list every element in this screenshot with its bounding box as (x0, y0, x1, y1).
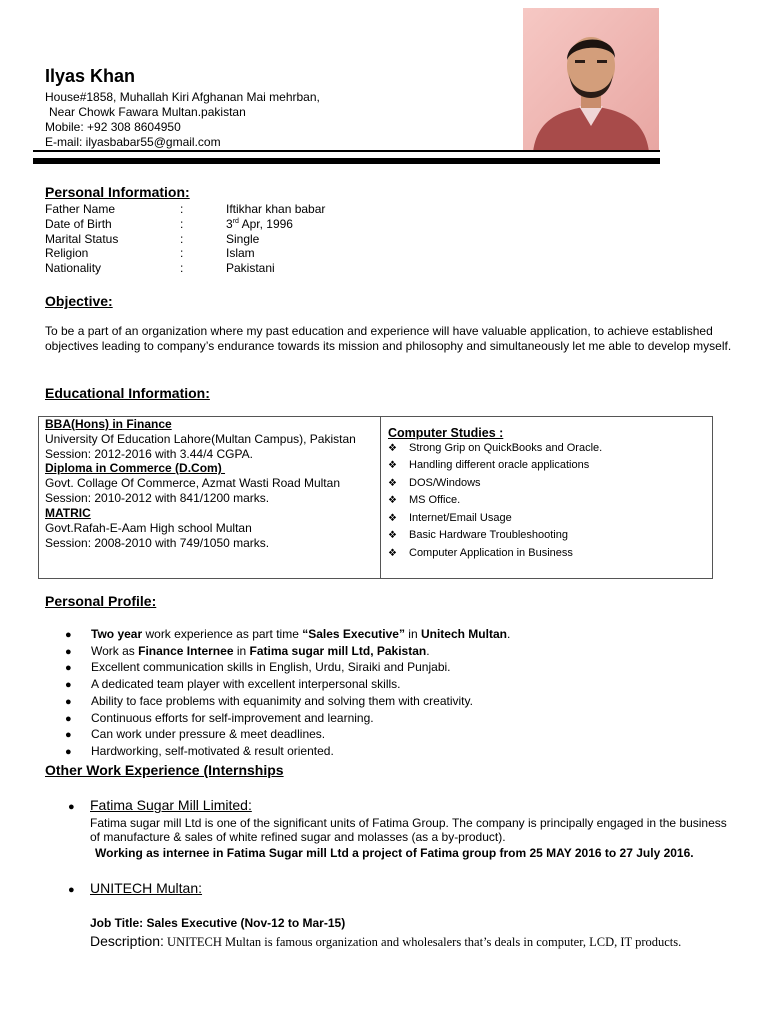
address-line-2: Near Chowk Fawara Multan.pakistan (49, 105, 246, 119)
profile-item: ● Continuous efforts for self-improvement and learning. (65, 711, 374, 725)
work-experience-heading: Other Work Experience (Internships (45, 762, 284, 778)
profile-item: ● Excellent communication skills in English, Urdu, Siraiki and Punjabi. (65, 660, 451, 674)
profile-item: ● Ability to face problems with equanimity and solving them with creativity. (65, 694, 473, 708)
edu-degree-matric: MATRIC (45, 506, 91, 520)
diamond-bullet-icon: ❖ (388, 495, 397, 506)
cs-list-item: ❖ Internet/Email Usage (388, 512, 512, 524)
pi-label: Religion (45, 246, 89, 260)
computer-studies-heading: Computer Studies : (388, 426, 504, 440)
pi-label: Marital Status (45, 232, 119, 246)
bullet-icon: ● (65, 746, 72, 758)
description-text: UNITECH Multan is famous organization and wholesalers that’s deals in computer, LCD, IT products. (163, 935, 682, 949)
pi-row-marital-status (45, 232, 465, 247)
bullet-icon: ● (68, 801, 75, 813)
unitech-heading: ● UNITECH Multan: (68, 880, 203, 896)
edu-institution: Govt.Rafah-E-Aam High school Multan (45, 521, 252, 535)
edu-session: Session: 2008-2010 with 749/1050 marks. (45, 536, 270, 550)
pi-label: Date of Birth (45, 217, 112, 231)
edu-institution: Govt. Collage Of Commerce, Azmat Wasti Road Multan (45, 476, 340, 490)
pi-value (226, 217, 293, 232)
email-address: E-mail: ilyasbabar55@gmail.com (45, 135, 221, 149)
bullet-icon: ● (65, 646, 72, 658)
bullet-icon: ● (65, 629, 72, 641)
header-rule-thin (33, 150, 660, 152)
cs-list-item: ❖ Basic Hardware Troubleshooting (388, 529, 568, 541)
profile-photo (523, 8, 659, 152)
bullet-icon: ● (65, 662, 72, 674)
personal-info-heading: Personal Information: (45, 184, 190, 200)
cs-list-item: ❖ DOS/Windows (388, 477, 481, 489)
mobile-number: Mobile: +92 308 8604950 (45, 120, 181, 134)
cs-list-item: ❖ Handling different oracle applications (388, 459, 590, 471)
description-label: Description: (90, 933, 164, 949)
unitech-description (90, 933, 730, 951)
pi-colon: : (180, 202, 184, 216)
bullet-icon: ● (65, 679, 72, 691)
cs-list-item: ❖ MS Office. (388, 494, 461, 506)
pi-value: Single (226, 232, 260, 246)
edu-session: Session: 2012-2016 with 3.44/4 CGPA. (45, 447, 253, 461)
dob-ordinal: rd (232, 218, 239, 225)
profile-item: ● Work as Finance Internee in Fatima sugar mill Ltd, Pakistan. (65, 644, 430, 658)
objective-text: To be a part of an organization where my past education and experience will have valuable application, to achieve established objectives leading to company’s endurance towards its mission and philosophy and simultaneously let me able to develop myself. (45, 324, 732, 353)
pi-value: Pakistani (226, 261, 275, 275)
dob-day: 3 (226, 217, 233, 231)
address-line-1: House#1858, Muhallah Kiri Afghanan Mai mehrban, (45, 90, 320, 104)
bullet-icon: ● (68, 884, 75, 896)
header-rule-thick (33, 158, 660, 164)
pi-label: Nationality (45, 261, 102, 275)
pi-row-religion (45, 246, 465, 261)
edu-institution: University Of Education Lahore(Multan Campus), Pakistan (45, 432, 356, 446)
bullet-icon: ● (65, 696, 72, 708)
cs-list-item: ❖ Computer Application in Business (388, 547, 573, 559)
candidate-name: Ilyas Khan (45, 66, 136, 86)
profile-item: ● Hardworking, self-motivated & result oriented. (65, 744, 334, 758)
edu-degree-dcom: Diploma in Commerce (D.Com) (45, 461, 226, 475)
diamond-bullet-icon: ❖ (388, 513, 397, 524)
pi-row-date-of-birth (45, 217, 465, 232)
fatima-heading: ● Fatima Sugar Mill Limited: (68, 797, 252, 813)
bullet-icon: ● (65, 729, 72, 741)
cs-list-item: ❖ Strong Grip on QuickBooks and Oracle. (388, 442, 603, 454)
pi-colon: : (180, 246, 184, 260)
pi-colon: : (180, 261, 184, 275)
pi-colon: : (180, 217, 184, 231)
personal-profile-heading: Personal Profile: (45, 593, 157, 609)
unitech-job-title: Job Title: Sales Executive (Nov-12 to Mar-15) (90, 916, 346, 930)
profile-item: ● Two year work experience as part time “Sales Executive” in Unitech Multan. (65, 627, 511, 641)
profile-item: ● A dedicated team player with excellent interpersonal skills. (65, 677, 401, 691)
diamond-bullet-icon: ❖ (388, 460, 397, 471)
pi-value: Islam (226, 246, 255, 260)
education-heading: Educational Information: (45, 385, 210, 401)
pi-colon: : (180, 232, 184, 246)
objective-heading: Objective: (45, 293, 113, 309)
education-table-divider (380, 417, 381, 578)
dob-rest: Apr, 1996 (238, 217, 293, 231)
diamond-bullet-icon: ❖ (388, 443, 397, 454)
pi-row-nationality (45, 261, 465, 276)
pi-label: Father Name (45, 202, 116, 216)
diamond-bullet-icon: ❖ (388, 478, 397, 489)
edu-session: Session: 2010-2012 with 841/1200 marks. (45, 491, 270, 505)
diamond-bullet-icon: ❖ (388, 548, 397, 559)
edu-degree-bba: BBA(Hons) in Finance (45, 417, 172, 431)
profile-item: ● Can work under pressure & meet deadlines. (65, 727, 326, 741)
fatima-internship-line: Working as internee in Fatima Sugar mill Ltd a project of Fatima group from 25 MAY 2016 to 27 July 2016. (95, 846, 694, 860)
pi-value: Iftikhar khan babar (226, 202, 326, 216)
diamond-bullet-icon: ❖ (388, 530, 397, 541)
fatima-description: Fatima sugar mill Ltd is one of the significant units of Fatima Group. The company is principally engaged in the business of manufacture & sales of white refined sugar and molasses (as a by-product). (90, 816, 727, 844)
bullet-icon: ● (65, 713, 72, 725)
pi-row-father-name (45, 202, 465, 217)
